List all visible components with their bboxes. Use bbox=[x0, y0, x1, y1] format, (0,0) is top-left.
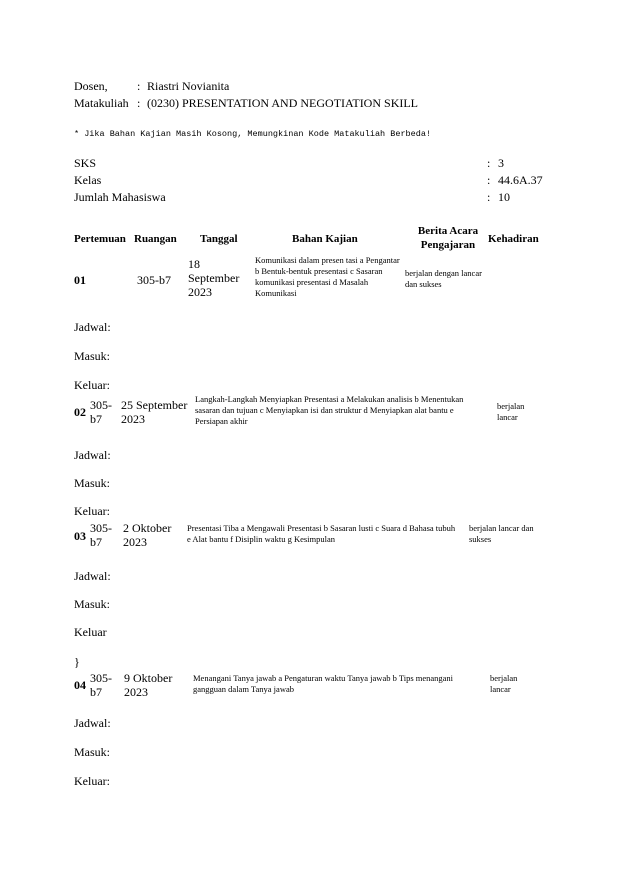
session-03-date: 2 Oktober 2023 bbox=[123, 521, 172, 549]
session-03-keluar: Keluar bbox=[74, 625, 107, 639]
session-04-masuk: Masuk: bbox=[74, 745, 110, 759]
kelas-label: Kelas bbox=[74, 173, 102, 187]
session-03-material: Presentasi Tiba a Mengawali Presentasi b Sasaran lusti c Suara d Bahasa tubuh e Alat bantu f Disiplin waktu g Kesimpulan bbox=[187, 523, 456, 544]
session-01-jadwal: Jadwal: bbox=[74, 320, 111, 334]
sks-value: 3 bbox=[498, 156, 504, 170]
session-04-number: 04 bbox=[74, 678, 86, 692]
session-02-room: 305-b7 bbox=[90, 398, 112, 426]
session-01-report: berjalan dengan lancar dan sukses bbox=[405, 268, 482, 289]
jumlah-mahasiswa-label: Jumlah Mahasiswa bbox=[74, 190, 166, 204]
header-kehadiran: Kehadiran bbox=[488, 233, 539, 245]
session-03-report: berjalan lancar dan sukses bbox=[469, 523, 534, 544]
session-02-jadwal: Jadwal: bbox=[74, 448, 111, 462]
session-01-room: 305-b7 bbox=[137, 273, 171, 287]
header-ruangan: Ruangan bbox=[134, 233, 177, 245]
session-02-masuk: Masuk: bbox=[74, 476, 110, 490]
kelas-separator: : bbox=[487, 173, 491, 187]
session-01-masuk: Masuk: bbox=[74, 349, 110, 363]
note-text: * Jika Bahan Kajian Masih Kosong, Memungkinan Kode Matakuliah Berbeda! bbox=[74, 129, 432, 139]
session-04-keluar: Keluar: bbox=[74, 774, 110, 788]
session-04-jadwal: Jadwal: bbox=[74, 716, 111, 730]
header-tanggal: Tanggal bbox=[200, 233, 238, 245]
dosen-label: Dosen, bbox=[74, 79, 108, 93]
dosen-separator: : bbox=[137, 79, 141, 93]
header-pertemuan: Pertemuan bbox=[74, 233, 126, 245]
session-02-material: Langkah-Langkah Menyiapkan Presentasi a Melakukan analisis b Menentukan sasaran dan tujuan c Menyiapkan isi dan struktur d Menyiapkan alat bantu e Persiapan akhir bbox=[195, 394, 464, 426]
session-04-material: Menangani Tanya jawab a Pengaturan waktu Tanya jawab b Tips menangani gangguan dalam Tanya jawab bbox=[193, 673, 454, 694]
session-01-keluar: Keluar: bbox=[74, 378, 110, 392]
session-01-material: Komunikasi dalam presen tasi a Pengantar b Bentuk-bentuk presentasi c Sasaran komunikasi presentasi d Masalah Komunikasi bbox=[255, 255, 400, 298]
jumlah-mahasiswa-separator: : bbox=[487, 190, 491, 204]
session-02-number: 02 bbox=[74, 405, 86, 419]
stray-brace: } bbox=[74, 655, 80, 669]
session-03-number: 03 bbox=[74, 529, 86, 543]
session-04-room: 305-b7 bbox=[90, 671, 112, 699]
sks-label: SKS bbox=[74, 156, 97, 170]
matakuliah-separator: : bbox=[137, 96, 141, 110]
header-berita-acara: Berita Acara Pengajaran bbox=[417, 225, 479, 251]
session-01-number: 01 bbox=[74, 273, 86, 287]
matakuliah-label: Matakuliah bbox=[74, 96, 129, 110]
session-03-jadwal: Jadwal: bbox=[74, 569, 111, 583]
dosen-value: Riastri Novianita bbox=[147, 79, 230, 93]
session-03-masuk: Masuk: bbox=[74, 597, 110, 611]
session-02-report: berjalan lancar bbox=[497, 401, 525, 422]
kelas-value: 44.6A.37 bbox=[498, 173, 543, 187]
sks-separator: : bbox=[487, 156, 491, 170]
session-02-date: 25 September 2023 bbox=[121, 398, 188, 426]
session-03-room: 305-b7 bbox=[90, 521, 112, 549]
session-04-report: berjalan lancar bbox=[490, 673, 518, 694]
session-04-date: 9 Oktober 2023 bbox=[124, 671, 173, 699]
matakuliah-value: (0230) PRESENTATION AND NEGOTIATION SKILL bbox=[147, 96, 419, 110]
session-02-keluar: Keluar: bbox=[74, 504, 110, 518]
jumlah-mahasiswa-value: 10 bbox=[498, 190, 510, 204]
header-bahan-kajian: Bahan Kajian bbox=[292, 233, 358, 245]
session-01-date: 18 September 2023 bbox=[188, 257, 240, 299]
